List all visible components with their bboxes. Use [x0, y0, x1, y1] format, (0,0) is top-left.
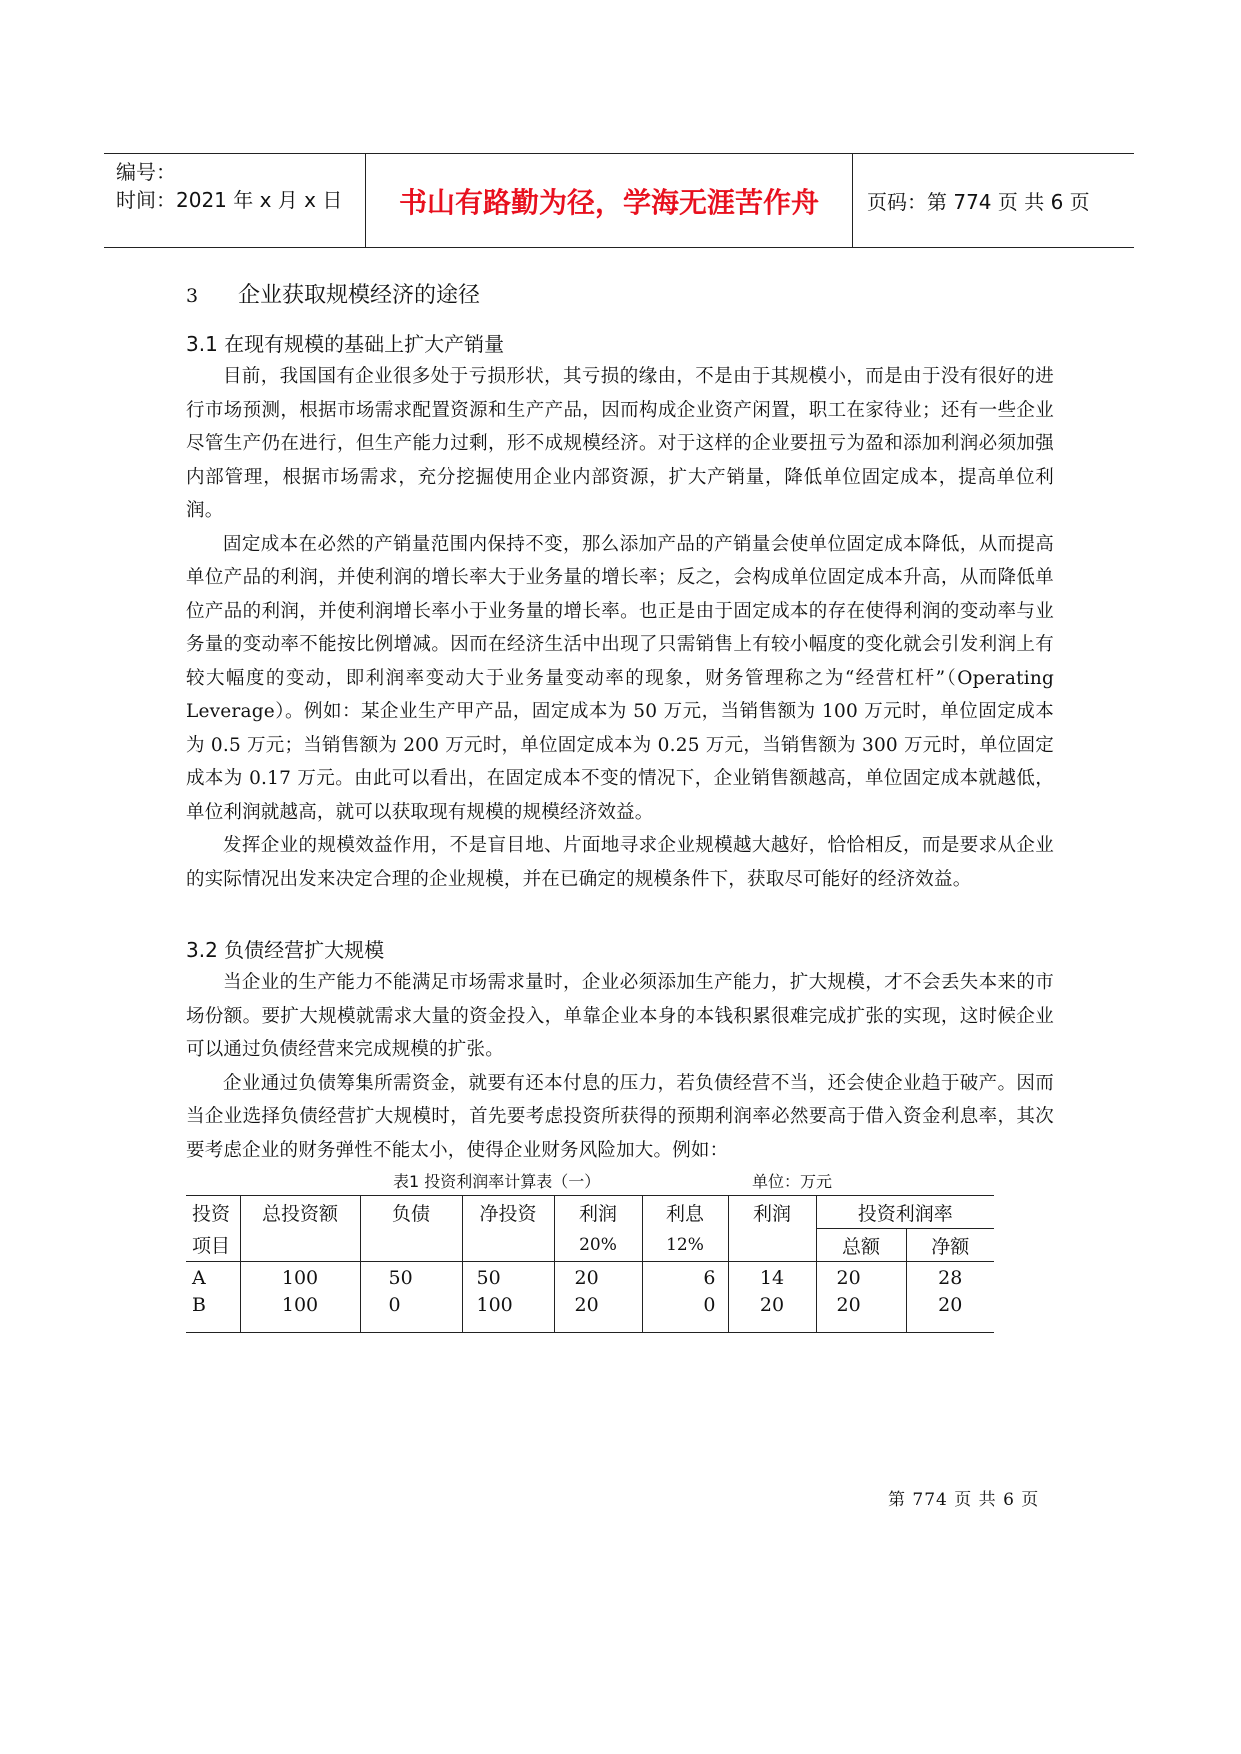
table-caption	[186, 1169, 1054, 1195]
table-header-cell: 负债	[360, 1196, 462, 1229]
table-header-cell: 投资利润率	[816, 1196, 994, 1229]
table-cell: 20	[554, 1294, 642, 1333]
paragraph: 固定成本在必然的产销量范围内保持不变，那么添加产品的产销量会使单位固定成本降低，从而提高单位产品的利润，并使利润的增长率大于业务量的增长率；反之，会构成单位固定成本升高，从而降低单位产品的利润，并使利润增长率小于业务量的增长率。也正是由于固定成本的存在使得利润的变动率与业务量的变动率不能按比例增减。因而在经济生活中出现了只需销售上有较小幅度的变化就会引发利润上有较大幅度的变动，即利润率变动大于业务量变动率的现象，财务管理称之为“经营杠杆”（Operating Leverage）。例如：某企业生产甲产品，固定成本为 50 万元，当销售额为 100 万元时，单位固定成本为 0.5 万元；当销售额为 200 万元时，单位固定成本为 0.25 万元，当销售额为 300 万元时，单位固定成本为 0.17 万元。由此可以看出，在固定成本不变的情况下，企业销售额越高，单位固定成本就越低，单位利润就越高，就可以获取现有规模的规模经济效益。	[186, 533, 1054, 823]
table-cell: 50	[360, 1262, 462, 1295]
table-cell: 100	[240, 1294, 360, 1333]
table-cell: 6	[642, 1262, 728, 1295]
table-header-cell: 净投资	[462, 1196, 554, 1229]
paragraph: 企业通过负债筹集所需资金，就要有还本付息的压力，若负债经营不当，还会使企业趋于破产。因而当企业选择负债经营扩大规模时，首先要考虑投资所获得的预期利润率必然要高于借入资金利息率，其次要考虑企业的财务弹性不能太小，使得企业财务风险加大。例如：	[186, 1072, 1054, 1161]
section-3-heading	[186, 278, 1054, 308]
section-3-number: 3	[186, 285, 199, 307]
table-header-cell	[360, 1229, 462, 1262]
document-time-label: 时间：2021 年 x 月 x 日	[116, 188, 343, 212]
table-header-row	[186, 1229, 994, 1262]
table-cell: 20	[816, 1294, 906, 1333]
table-header-cell	[462, 1229, 554, 1262]
table-header-cell	[240, 1229, 360, 1262]
paragraph: 目前，我国国有企业很多处于亏损形状，其亏损的缘由，不是由于其规模小，而是由于没有很好的进行市场预测，根据市场需求配置资源和生产产品，因而构成企业资产闲置，职工在家待业；还有一些企业尽管生产仍在进行，但生产能力过剩，形不成规模经济。对于这样的企业要扭亏为盈和添加利润必须加强内部管理，根据市场需求，充分挖掘使用企业内部资源，扩大产销量，降低单位固定成本，提高单位利润。	[186, 366, 1054, 521]
paragraph: 当企业的生产能力不能满足市场需求量时，企业必须添加生产能力，扩大规模，才不会丢失本来的市场份额。要扩大规模就需求大量的资金投入，单靠企业本身的本钱积累很难完成扩张的实现，这时候企业可以通过负债经营来完成规模的扩张。	[186, 972, 1054, 1060]
document-number-label: 编号：	[116, 160, 176, 184]
table-header-cell: 总额	[816, 1229, 906, 1262]
table-header-cell: 项目	[186, 1229, 240, 1262]
table-cell: 0	[360, 1294, 462, 1333]
investment-profit-table	[186, 1195, 994, 1333]
table-cell: 20	[816, 1262, 906, 1295]
table-header-cell: 利润	[728, 1196, 816, 1229]
table-header-row	[186, 1196, 994, 1229]
table-header-cell: 总投资额	[240, 1196, 360, 1229]
table-title: 表1 投资利润率计算表（一）	[393, 1172, 601, 1191]
table-cell: 20	[728, 1294, 816, 1333]
header-motto: 书山有路勤为径，学海无涯苦作舟	[366, 154, 853, 247]
table-cell: 100	[240, 1262, 360, 1295]
section-3-1-title: 3.1 在现有规模的基础上扩大产销量	[186, 332, 505, 356]
table-header-cell: 净额	[931, 1235, 970, 1258]
table-header-cell: 投资	[186, 1196, 240, 1229]
table-cell: 14	[728, 1262, 816, 1295]
paragraph: 发挥企业的规模效益作用，不是盲目地、片面地寻求企业规模越大越好，恰恰相反，而是要求从企业的实际情况出发来决定合理的企业规模，并在已确定的规模条件下，获取尽可能好的经济效益。	[186, 835, 1054, 890]
table-cell: 50	[462, 1262, 554, 1295]
table-unit: 单位：万元	[752, 1172, 833, 1191]
table-cell: 0	[642, 1294, 728, 1333]
table-cell: 28	[938, 1267, 963, 1289]
table-cell: 100	[462, 1294, 554, 1333]
section-3-title: 企业获取规模经济的途径	[238, 283, 481, 308]
table-row	[186, 1294, 994, 1333]
page-footer: 第 774 页 共 6 页	[888, 1490, 1040, 1510]
table-cell: B	[186, 1294, 240, 1333]
table-header-cell: 利息	[642, 1196, 728, 1229]
header-page-label: 页码：第 774 页 共 6 页	[867, 190, 1090, 214]
table-header-cell: 利润	[554, 1196, 642, 1229]
table-cell: 20	[554, 1262, 642, 1295]
table-cell: 20	[938, 1294, 963, 1316]
table-cell: A	[186, 1262, 240, 1295]
table-header-cell: 20%	[554, 1229, 642, 1262]
table-header-cell: 12%	[642, 1229, 728, 1262]
header-left-cell	[104, 154, 366, 247]
document-body	[186, 270, 1054, 1333]
table-header-cell	[728, 1229, 816, 1262]
table-row	[186, 1262, 994, 1295]
page-header	[104, 153, 1134, 248]
section-3-2-title: 3.2 负债经营扩大规模	[186, 938, 385, 962]
